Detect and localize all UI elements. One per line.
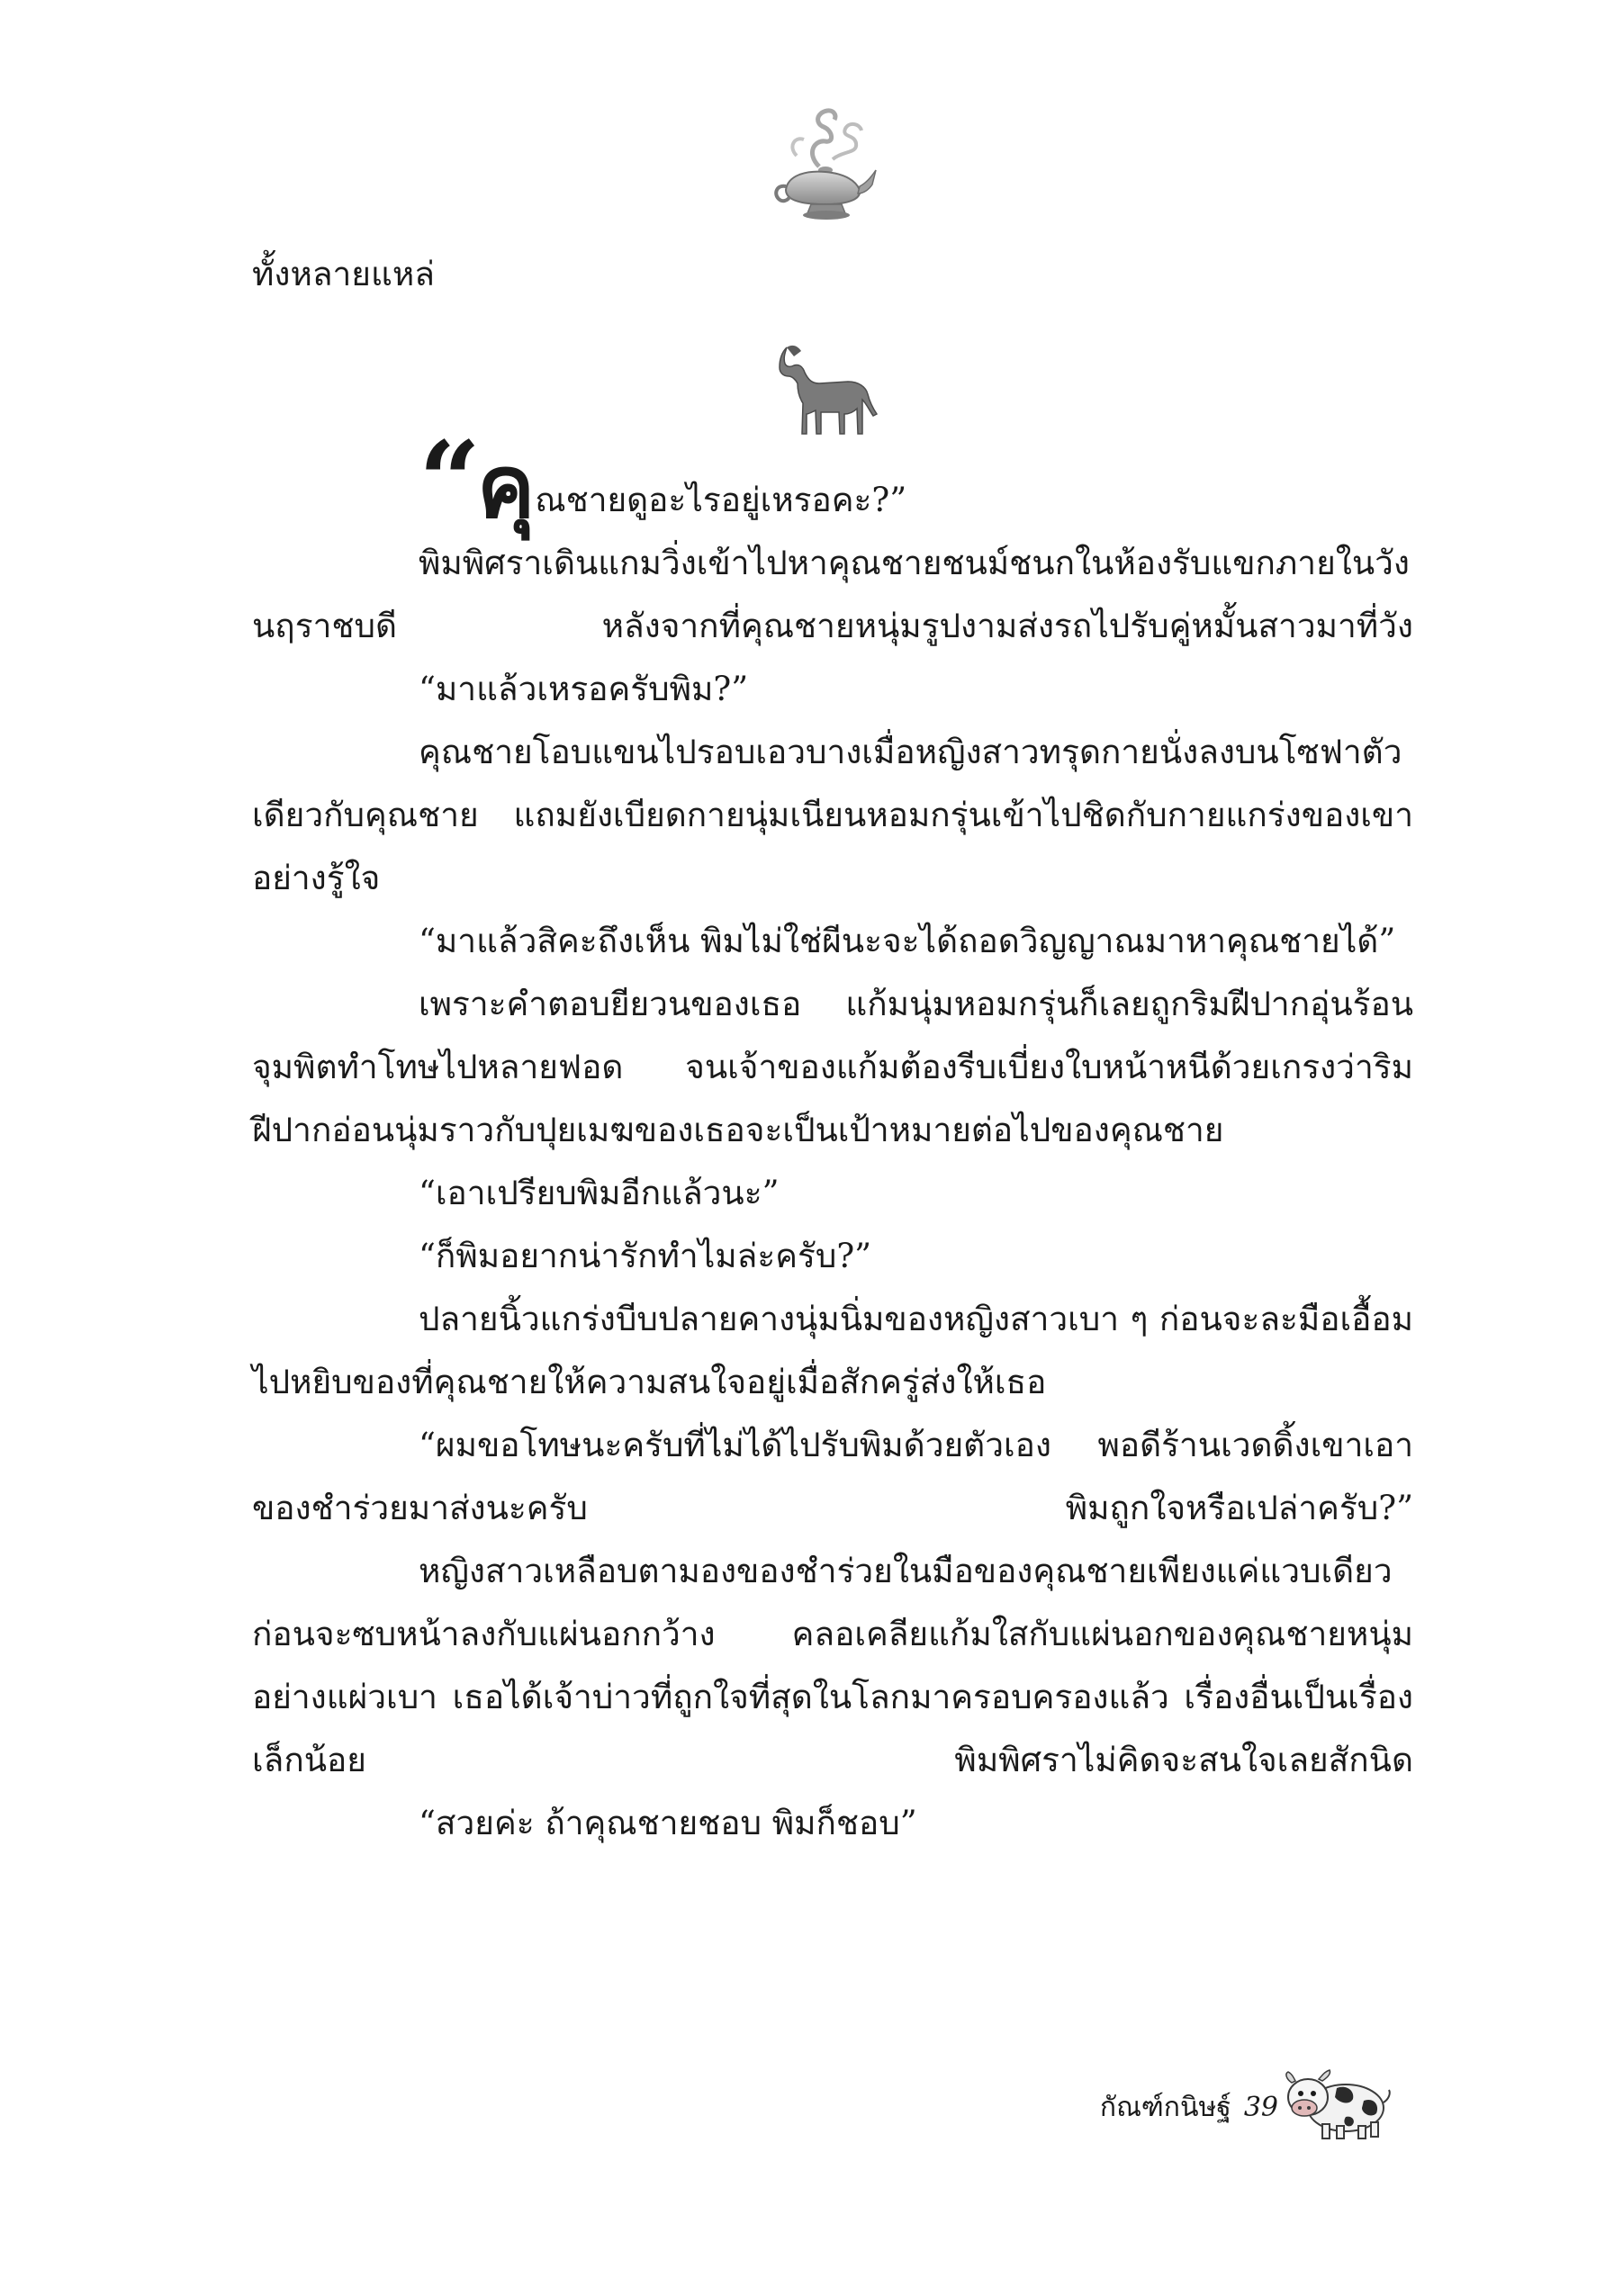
- paragraph: “มาแล้วเหรอครับพิม?”: [419, 670, 749, 708]
- paragraph: “มาแล้วสิคะถึงเห็น พิมไม่ใช่ผีนะจะได้ถอดวิญญาณมาหาคุณชายได้”: [419, 922, 1396, 960]
- story-body: [252, 243, 1413, 1855]
- genie-lamp-icon: [770, 104, 878, 225]
- paragraph: “ก็พิมอยากน่ารักทำไมล่ะครับ?”: [419, 1237, 872, 1275]
- paragraph: “สวยค่ะ ถ้าคุณชายชอบ พิมก็ชอบ”: [419, 1804, 917, 1842]
- paragraph: ปลายนิ้วแกร่งบีบปลายคางนุ่มนิ่มของหญิงสาวเบา ๆ ก่อนจะละมือเอื้อมไปหยิบของที่คุณชายให้ความสนใจอยู่เมื่อสักครู่ส่งให้เธอ: [252, 1300, 1413, 1401]
- author-name: กัณฑ์กนิษฐ์: [1099, 2092, 1231, 2123]
- paragraph: “ผมขอโทษนะครับที่ไม่ได้ไปรับพิมด้วยตัวเอง พอดีร้านเวดดิ้งเขาเอาของชำร่วยมาส่งนะครับ พิมถูกใจหรือเปล่าครับ?”: [252, 1426, 1413, 1527]
- page-footer: [1035, 2086, 1278, 2129]
- opening-paragraph: [252, 418, 1413, 545]
- paragraph: “เอาเปรียบพิมอีกแล้วนะ”: [419, 1174, 780, 1212]
- dropcap-letter: คุ: [477, 437, 536, 537]
- paragraph: พิมพิศราเดินแกมวิ่งเข้าไปหาคุณชายชนม์ชนกในห้องรับแขกภายในวังนฤราชบดี หลังจากที่คุณชายหนุ่มรูปงามส่งรถไปรับคู่หมั้นสาวมาที่วัง: [252, 544, 1413, 645]
- paragraph: ทั้งหลายแหล่: [252, 255, 435, 293]
- paragraph: หญิงสาวเหลือบตามองของชำร่วยในมือของคุณชายเพียงแค่แวบเดียว ก่อนจะซบหน้าลงกับแผ่นอกกว้าง คลอเคลียแก้มใสกับแผ่นอกของคุณชายหนุ่มอย่างแผ่วเบา เธอได้เจ้าบ่าวที่ถูกใจที่สุดในโลกมาครอบครองแล้ว เรื่องอื่นเป็นเรื่องเล็กน้อย พิมพิศราไม่คิดจะสนใจเลยสักนิด: [252, 1552, 1413, 1779]
- opening-text: ณชายดูอะไรอยู่เหรอคะ?”: [535, 481, 907, 519]
- page-number: 39: [1243, 2092, 1278, 2123]
- dropcap-quote: “: [419, 418, 478, 545]
- cow-icon: [1283, 2061, 1395, 2147]
- paragraph: เพราะคำตอบยียวนของเธอ แก้มนุ่มหอมกรุ่นก็เลยถูกริมฝีปากอุ่นร้อนจุมพิตทำโทษไปหลายฟอด จนเจ้าของแก้มต้องรีบเบี่ยงใบหน้าหนีด้วยเกรงว่าริมฝีปากอ่อนนุ่มราวกับปุยเมฆของเธอจะเป็นเป้าหมายต่อไปของคุณชาย: [252, 985, 1413, 1149]
- paragraph: คุณชายโอบแขนไปรอบเอวบางเมื่อหญิงสาวทรุดกายนั่งลงบนโซฟาตัวเดียวกับคุณชาย แถมยังเบียดกายนุ่มเนียนหอมกรุ่นเข้าไปชิดกับกายแกร่งของเขาอย่างรู้ใจ: [252, 733, 1413, 897]
